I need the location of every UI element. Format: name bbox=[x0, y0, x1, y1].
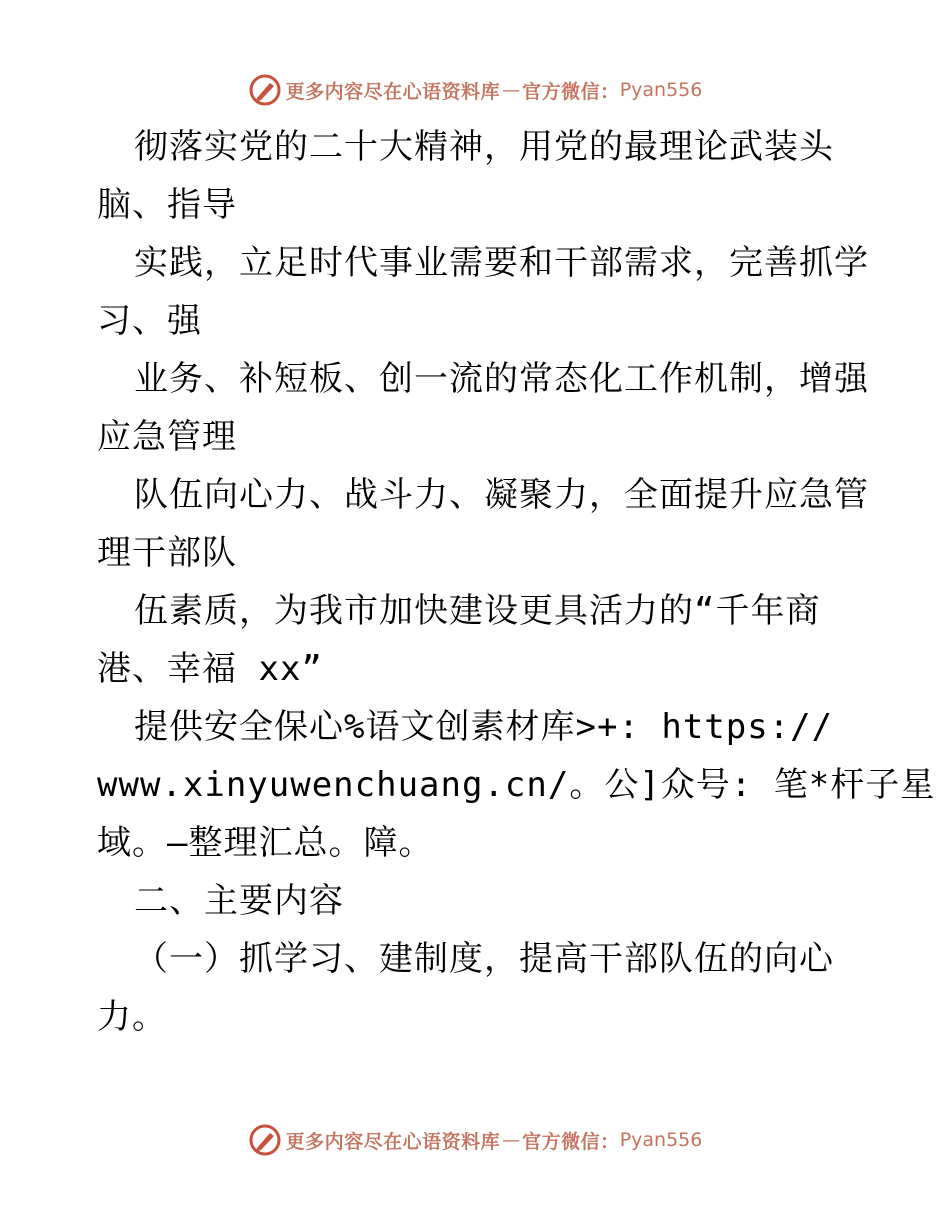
body-line: 业务、补短板、创一流的常态化工作机制，增强 bbox=[134, 359, 869, 399]
banner-title: 更多内容尽在心语资料库 bbox=[285, 1130, 501, 1153]
header-banner bbox=[0, 70, 950, 110]
subsection-heading: （一）抓学习、建制度，提高干部队伍的向心 bbox=[134, 939, 834, 979]
body-line: 理干部队 bbox=[97, 533, 237, 573]
body-line: 域。—整理汇总。障。 bbox=[97, 823, 434, 863]
body-line: 力。 bbox=[97, 997, 167, 1037]
pen-logo-icon bbox=[248, 73, 282, 107]
body-line: 提供安全保心%语文创素材库>+: https:// bbox=[134, 707, 834, 747]
banner-separator: — bbox=[502, 1129, 521, 1151]
body-line: 队伍向心力、战斗力、凝聚力，全面提升应急管 bbox=[134, 475, 869, 515]
body-line: 伍素质，为我市加快建设更具活力的“千年商 bbox=[134, 591, 821, 631]
banner-wechat-id: Pyan556 bbox=[619, 1129, 703, 1151]
body-line: www.xinyuwenchuang.cn/。公]众号: 笔*杆子星 bbox=[97, 765, 936, 805]
banner-label: 官方微信： bbox=[522, 80, 620, 103]
body-line: 习、强 bbox=[97, 301, 202, 341]
banner-separator: — bbox=[502, 79, 521, 101]
body-line: 脑、指导 bbox=[97, 185, 237, 225]
banner-wechat-id: Pyan556 bbox=[619, 79, 703, 101]
body-line: 应急管理 bbox=[97, 417, 237, 457]
banner-title: 更多内容尽在心语资料库 bbox=[285, 80, 501, 103]
section-heading: 二、主要内容 bbox=[134, 881, 344, 921]
body-line: 港、幸福 xx” bbox=[97, 649, 323, 689]
footer-banner bbox=[0, 1120, 950, 1160]
body-line: 实践，立足时代事业需要和干部需求，完善抓学 bbox=[134, 243, 869, 283]
document-body bbox=[97, 118, 936, 1046]
body-line: 彻落实党的二十大精神，用党的最理论武装头 bbox=[134, 127, 834, 167]
banner-label: 官方微信： bbox=[522, 1130, 620, 1153]
pen-logo-icon bbox=[248, 1123, 282, 1157]
